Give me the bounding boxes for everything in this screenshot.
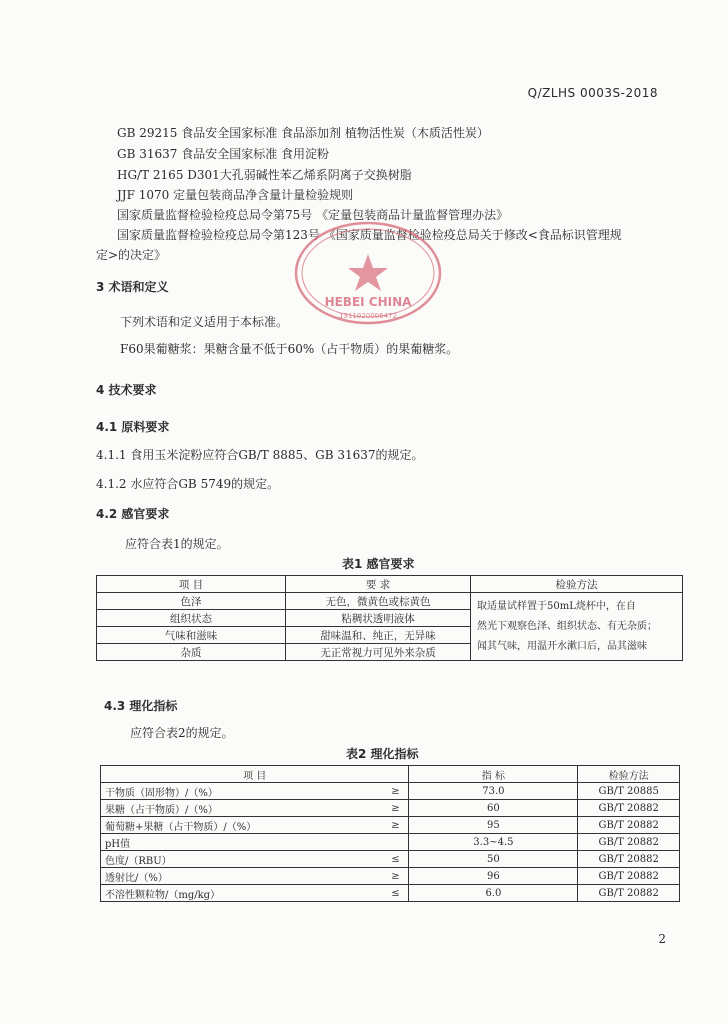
table-header: 要 求 [286, 576, 471, 593]
table-cell: 色度/（RBU） [101, 851, 383, 868]
subsection-heading: 4.3 理化指标 [104, 699, 178, 713]
table-caption: 表2 理化指标 [346, 747, 419, 761]
table-cell: GB/T 20882 [578, 868, 680, 885]
table-row [101, 800, 680, 817]
table-cell: GB/T 20882 [578, 885, 680, 902]
table-row [101, 783, 680, 800]
reference-line: 国家质量监督检验检疫总局令第123号 《国家质量监督检验检疫总局关于修改<食品标识管理规 [117, 228, 622, 242]
method-line: 取适量试样置于50mL烧杯中，在自 [477, 600, 636, 612]
table-row [97, 593, 683, 610]
subsection-heading: 4.1 原料要求 [96, 420, 170, 434]
table-header: 项 目 [101, 766, 409, 783]
comparator: ≥ [382, 800, 409, 817]
table-cell: 3.3~4.5 [409, 834, 578, 851]
reference-line: JJF 1070 定量包装商品净含量计量检验规则 [117, 188, 354, 202]
physicochemical-table [100, 765, 680, 902]
table-cell: GB/T 20882 [578, 851, 680, 868]
table-cell: 干物质（固形物）/（%） [101, 783, 383, 800]
method-line: 然光下观察色泽、组织状态、有无杂质； [477, 620, 657, 632]
reference-line: GB 31637 食品安全国家标准 食用淀粉 [117, 147, 330, 161]
table-cell: 60 [409, 800, 578, 817]
table-cell: 组织状态 [97, 610, 286, 627]
table-cell: 96 [409, 868, 578, 885]
method-line: 闻其气味，用温开水漱口后，品其滋味 [477, 640, 647, 652]
table-cell: GB/T 20882 [578, 834, 680, 851]
comparator: ≥ [382, 868, 409, 885]
comparator: ≥ [382, 817, 409, 834]
paragraph: 应符合表1的规定。 [125, 537, 229, 551]
reference-line: 定>的决定》 [96, 248, 167, 262]
clause: 4.1.2 水应符合GB 5749的规定。 [96, 477, 280, 491]
table-cell: pH值 [101, 834, 383, 851]
table-header: 项 目 [97, 576, 286, 593]
comparator [382, 834, 409, 851]
seal-text: HEBEI CHINA [324, 295, 412, 309]
table-row [101, 834, 680, 851]
comparator: ≥ [382, 783, 409, 800]
table-cell: GB/T 20885 [578, 783, 680, 800]
table-cell: 50 [409, 851, 578, 868]
page-number: 2 [658, 932, 666, 946]
table-header: 指 标 [409, 766, 578, 783]
sensory-table [96, 575, 683, 661]
method-cell [471, 593, 683, 661]
table-cell: 95 [409, 817, 578, 834]
table-row [101, 885, 680, 902]
table-cell: 甜味温和、纯正，无异味 [286, 627, 471, 644]
seal-number: 1311020006472 [339, 312, 397, 320]
paragraph: 下列术语和定义适用于本标准。 [120, 315, 289, 329]
comparator: ≤ [382, 851, 409, 868]
table-cell: 无色，微黄色或棕黄色 [286, 593, 471, 610]
table-cell: 色泽 [97, 593, 286, 610]
table-row [101, 817, 680, 834]
comparator: ≤ [382, 885, 409, 902]
paragraph: 应符合表2的规定。 [130, 726, 234, 740]
term-definition: F60果葡糖浆：果糖含量不低于60%（占干物质）的果葡糖浆。 [120, 342, 459, 356]
reference-line: HG/T 2165 D301大孔弱碱性苯乙烯系阴离子交换树脂 [117, 168, 412, 182]
table-header: 检验方法 [578, 766, 680, 783]
table-cell: 杂质 [97, 644, 286, 661]
table-cell: 6.0 [409, 885, 578, 902]
reference-line: GB 29215 食品安全国家标准 食品添加剂 植物活性炭（木质活性炭） [117, 126, 489, 140]
table-cell: 果糖（占干物质）/（%） [101, 800, 383, 817]
table-header: 检验方法 [471, 576, 683, 593]
section-heading: 3 术语和定义 [96, 280, 169, 294]
table-row [101, 868, 680, 885]
table-cell: 粘稠状透明液体 [286, 610, 471, 627]
doc-code: Q/ZLHS 0003S-2018 [527, 86, 658, 100]
section-heading: 4 技术要求 [96, 383, 157, 397]
table-cell: 透射比/（%） [101, 868, 383, 885]
table-cell: 无正常视力可见外来杂质 [286, 644, 471, 661]
table-cell: 不溶性颗粒物/（mg/kg） [101, 885, 383, 902]
table-cell: GB/T 20882 [578, 817, 680, 834]
official-seal [293, 218, 443, 328]
table-cell: 73.0 [409, 783, 578, 800]
subsection-heading: 4.2 感官要求 [96, 507, 170, 521]
table-cell: GB/T 20882 [578, 800, 680, 817]
table-row [101, 851, 680, 868]
table-cell: 气味和滋味 [97, 627, 286, 644]
table-cell: 葡萄糖+果糖（占干物质）/（%） [101, 817, 383, 834]
clause: 4.1.1 食用玉米淀粉应符合GB/T 8885、GB 31637的规定。 [96, 448, 424, 462]
reference-line: 国家质量监督检验检疫总局令第75号 《定量包装商品计量监督管理办法》 [117, 208, 509, 222]
table-caption: 表1 感官要求 [342, 557, 415, 571]
